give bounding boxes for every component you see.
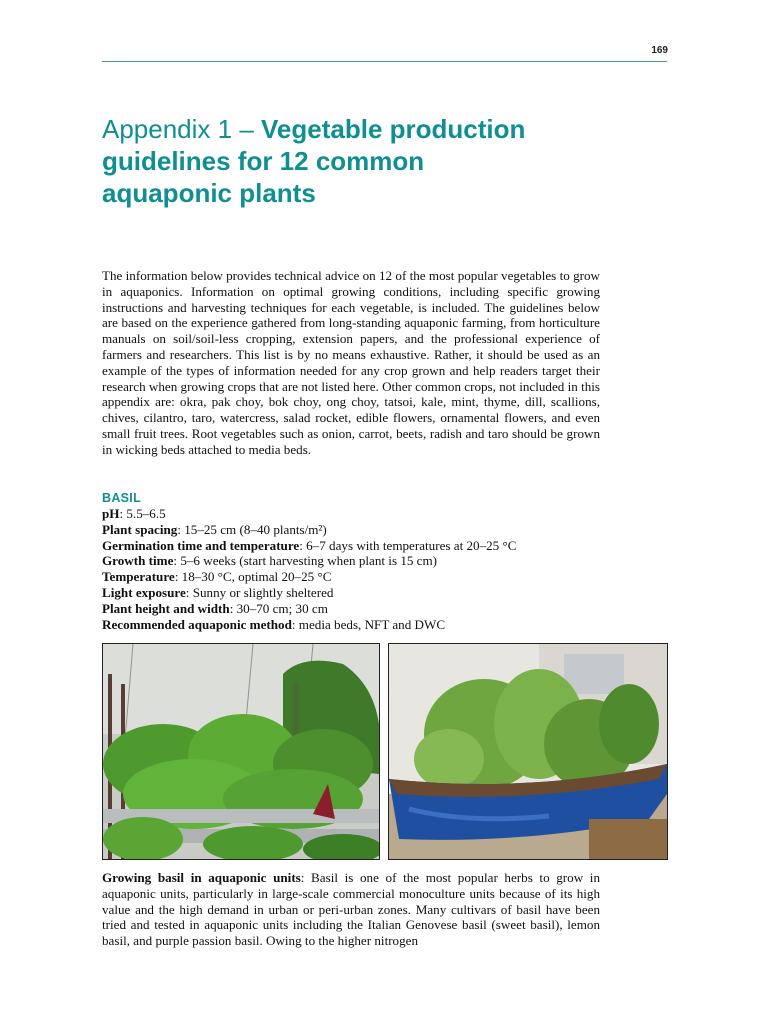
title-line3: aquaponic plants bbox=[102, 178, 316, 208]
spec-value: : 5.5–6.5 bbox=[119, 506, 166, 521]
basil-spec-list bbox=[102, 506, 622, 632]
intro-paragraph: The information below provides technical advice on 12 of the most popular vegetables to grow in aquaponics. Information on optimal growing conditions, including specific growing instructions and harvesting techniques for each vegetable, is included. The guidelines below are based on the experience gathered from long-standing aquaponic farming, from horticulture manuals on soil/soil-less cropping, extension papers, and the professional experience of farmers and researchers. This list is by no means exhaustive. Rather, it should be used as an example of the types of information needed for any crop grown and help readers target their research when growing crops that are not listed here. Other common crops, not included in this appendix are: okra, pak choy, bok choy, ong choy, tatsoi, kale, mint, thyme, dill, scallions, chives, cilantro, taro, watercress, salad rocket, edible flowers, ornamental flowers, and even small fruit trees. Root vegetables such as onion, carrot, beets, radish and taro should be grown in wicking beds attached to media beds. bbox=[102, 268, 600, 457]
spec-label: Plant height and width bbox=[102, 600, 230, 616]
spec-item bbox=[102, 617, 622, 633]
spec-label: Plant spacing bbox=[102, 521, 178, 537]
photo-basil-pipes-image bbox=[103, 644, 379, 859]
spec-value: : 15–25 cm (8–40 plants/m²) bbox=[177, 521, 327, 537]
page-title bbox=[102, 113, 662, 209]
header-rule bbox=[102, 61, 667, 62]
spec-item bbox=[102, 569, 622, 585]
basil-section bbox=[102, 490, 622, 632]
spec-value: : 30–70 cm; 30 cm bbox=[229, 600, 328, 616]
section-heading-basil: BASIL bbox=[102, 491, 141, 505]
spec-label: Germination time and temperature bbox=[102, 537, 300, 553]
photo-basil-barrel-image bbox=[389, 644, 667, 859]
spec-label: Recommended aquaponic method bbox=[102, 616, 292, 632]
spec-item bbox=[102, 522, 622, 538]
photo-basil-pipes bbox=[102, 643, 380, 860]
spec-item bbox=[102, 506, 622, 522]
spec-value: : 5–6 weeks (start harvesting when plant is 15 cm) bbox=[173, 553, 438, 569]
spec-item bbox=[102, 538, 622, 554]
photo-basil-barrel bbox=[388, 643, 668, 860]
title-line1: Vegetable production bbox=[261, 114, 526, 144]
spec-value: : 18–30 °C, optimal 20–25 °C bbox=[174, 569, 332, 585]
spec-label: Growth time bbox=[102, 553, 174, 569]
spec-item bbox=[102, 585, 622, 601]
page-number: 169 bbox=[651, 45, 668, 56]
basil-growing-paragraph bbox=[102, 870, 600, 949]
body-text: : Basil is one of the most popular herbs to grow in aquaponic units, particularly in large-scale commercial monoculture units because of its high value and the high demand in urban or peri-urban zones. Many cultivars of basil have been tried and tested in aquaponic units including the Italian Genovese basil (sweet basil), lemon basil, and purple passion basil. Owing to the higher nitrogen bbox=[102, 870, 600, 949]
title-line2: guidelines for 12 common bbox=[102, 146, 425, 176]
spec-label: Light exposure bbox=[102, 584, 186, 600]
spec-label: pH bbox=[102, 506, 120, 521]
spec-value: : Sunny or slightly sheltered bbox=[185, 584, 334, 600]
spec-item bbox=[102, 601, 622, 617]
title-prefix: Appendix 1 – bbox=[102, 114, 262, 144]
spec-value: : 6–7 days with temperatures at 20–25 °C bbox=[299, 537, 517, 553]
body-lead-label: Growing basil in aquaponic units bbox=[102, 870, 301, 885]
spec-label: Temperature bbox=[102, 569, 175, 585]
spec-item bbox=[102, 553, 622, 569]
spec-value: : media beds, NFT and DWC bbox=[291, 616, 446, 632]
